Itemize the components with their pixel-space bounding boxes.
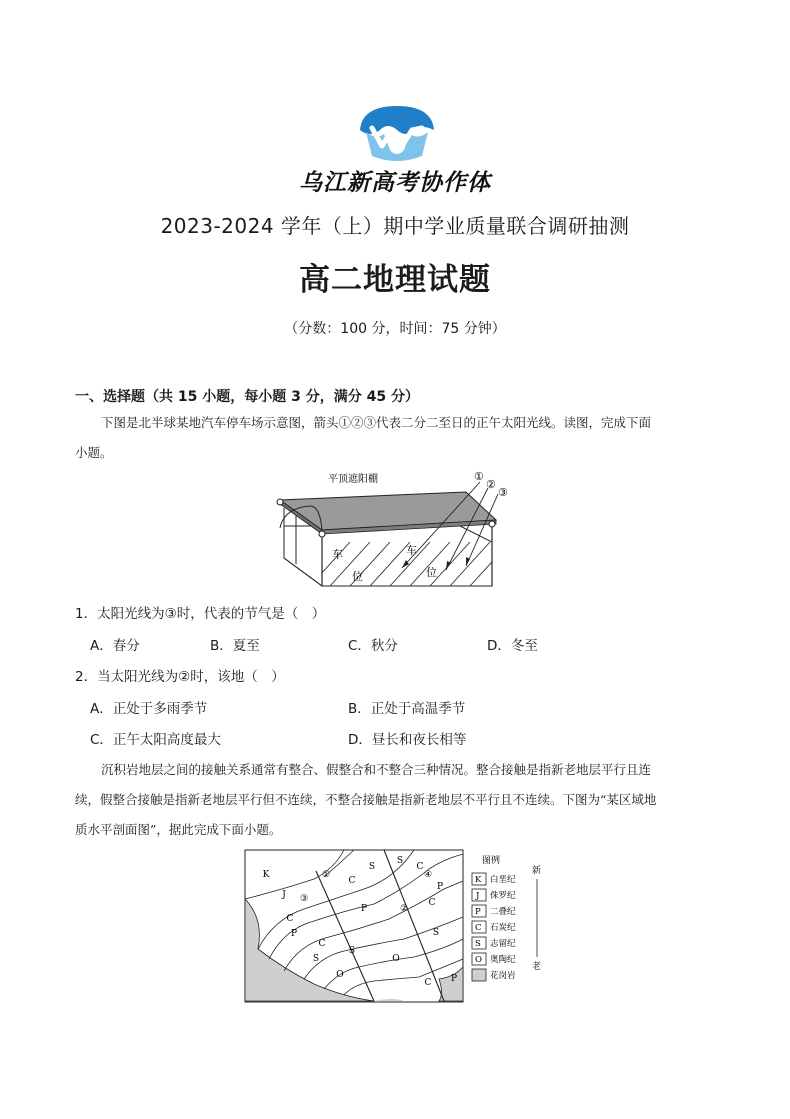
map-label-c5: C xyxy=(428,898,436,908)
map-label-s5: S xyxy=(432,928,440,938)
map-label-p4: P xyxy=(450,974,458,984)
legend-name-p: 二叠纪 xyxy=(490,907,516,917)
legend-code-k: K xyxy=(475,875,482,885)
question-1-stem: 1．太阳光线为③时，代表的节气是（ ） xyxy=(75,606,326,622)
map-label-o2: O xyxy=(392,954,400,964)
q1-option-b[interactable]: B．夏至 xyxy=(210,638,260,654)
intro-paragraph-1 xyxy=(75,408,715,468)
q1-option-c[interactable]: C．秋分 xyxy=(348,638,398,654)
map-label-c3: C xyxy=(348,876,356,886)
map-label-marker-3: ③ xyxy=(299,894,309,904)
map-label-marker-4: ④ xyxy=(423,870,433,880)
parking-lot-figure xyxy=(270,468,520,594)
legend-code-j: J xyxy=(476,891,480,901)
legend-code-p: P xyxy=(475,907,481,917)
legend-code-c: C xyxy=(475,923,482,933)
section-heading: 一、选择题（共 15 小题，每小题 3 分，满分 45 分） xyxy=(75,389,419,405)
legend-code-s: S xyxy=(475,939,481,949)
lot-label-3: 车 xyxy=(406,544,417,557)
ray-label-1: ① xyxy=(474,470,484,483)
map-label-marker-1: ① xyxy=(321,870,331,880)
intro1-line2: 小题。 xyxy=(75,445,113,460)
subject-title: 高二地理试题 xyxy=(299,262,491,298)
legend-older: 老 xyxy=(532,962,542,972)
legend-newer: 新 xyxy=(532,866,542,876)
map-label-s1: S xyxy=(312,954,320,964)
q2-option-b[interactable]: B．正处于高温季节 xyxy=(348,701,466,717)
intro2-line3: 质水平剖面图”，据此完成下面小题。 xyxy=(75,822,282,837)
brand-name: 乌江新高考协作体 xyxy=(299,170,491,196)
map-label-c1: C xyxy=(286,914,294,924)
q2-option-d[interactable]: D．昼长和夜长相等 xyxy=(348,732,467,748)
logo xyxy=(352,100,442,162)
intro-paragraph-2 xyxy=(75,755,715,845)
score-info: （分数：100 分，时间：75 分钟） xyxy=(284,321,506,337)
legend-name-c: 石炭纪 xyxy=(490,923,516,933)
legend-name-o: 奥陶纪 xyxy=(490,955,516,965)
legend-title: 图例 xyxy=(482,856,501,866)
map-label-p2: P xyxy=(360,904,368,914)
map-label-o1: O xyxy=(336,970,344,980)
legend-code-o: O xyxy=(475,955,482,965)
map-label-k: K xyxy=(262,870,270,880)
map-label-c2: C xyxy=(318,939,326,949)
map-label-c6: C xyxy=(424,978,432,988)
legend-name-granite: 花岗岩 xyxy=(490,971,516,981)
lot-label-2: 位 xyxy=(352,570,363,583)
exam-title: 2023-2024 学年（上）期中学业质量联合调研抽测 xyxy=(160,214,630,238)
map-label-marker-2: ② xyxy=(399,904,409,914)
map-label-p3: P xyxy=(436,882,444,892)
intro1-line1: 下图是北半球某地汽车停车场示意图，箭头①②③代表二分二至日的正午太阳光线。读图，完成下面 xyxy=(101,415,652,430)
lot-label-4: 位 xyxy=(426,566,437,579)
q2-option-a[interactable]: A．正处于多雨季节 xyxy=(90,701,208,717)
map-label-p1: P xyxy=(290,929,298,939)
q2-option-c[interactable]: C．正午太阳高度最大 xyxy=(90,732,221,748)
intro2-line2: 续，假整合接触是指新老地层平行但不连续，不整合接触是指新老地层不平行且不连续。下图为“某区域地 xyxy=(75,792,657,807)
map-label-j: J xyxy=(282,890,286,900)
map-label-s4: S xyxy=(396,856,404,866)
intro2-line1: 沉积岩地层之间的接触关系通常有整合、假整合和不整合三种情况。整合接触是指新老地层平行且连 xyxy=(101,762,652,777)
map-label-c4: C xyxy=(416,862,424,872)
lot-label-1: 车 xyxy=(332,548,343,561)
canopy-label: 平顶遮阳棚 xyxy=(328,474,378,485)
question-2-stem: 2．当太阳光线为②时，该地（ ） xyxy=(75,669,285,685)
ray-label-3: ③ xyxy=(498,486,508,499)
q1-option-d[interactable]: D．冬至 xyxy=(487,638,538,654)
legend-name-k: 白垩纪 xyxy=(490,875,516,885)
q1-option-a[interactable]: A．春分 xyxy=(90,638,140,654)
map-label-s2: S xyxy=(368,862,376,872)
legend-name-j: 侏罗纪 xyxy=(490,891,516,901)
geologic-map-figure xyxy=(244,849,554,1007)
ray-label-2: ② xyxy=(486,478,496,491)
legend-name-s: 志留纪 xyxy=(490,939,516,949)
map-label-s3: S xyxy=(348,946,356,956)
